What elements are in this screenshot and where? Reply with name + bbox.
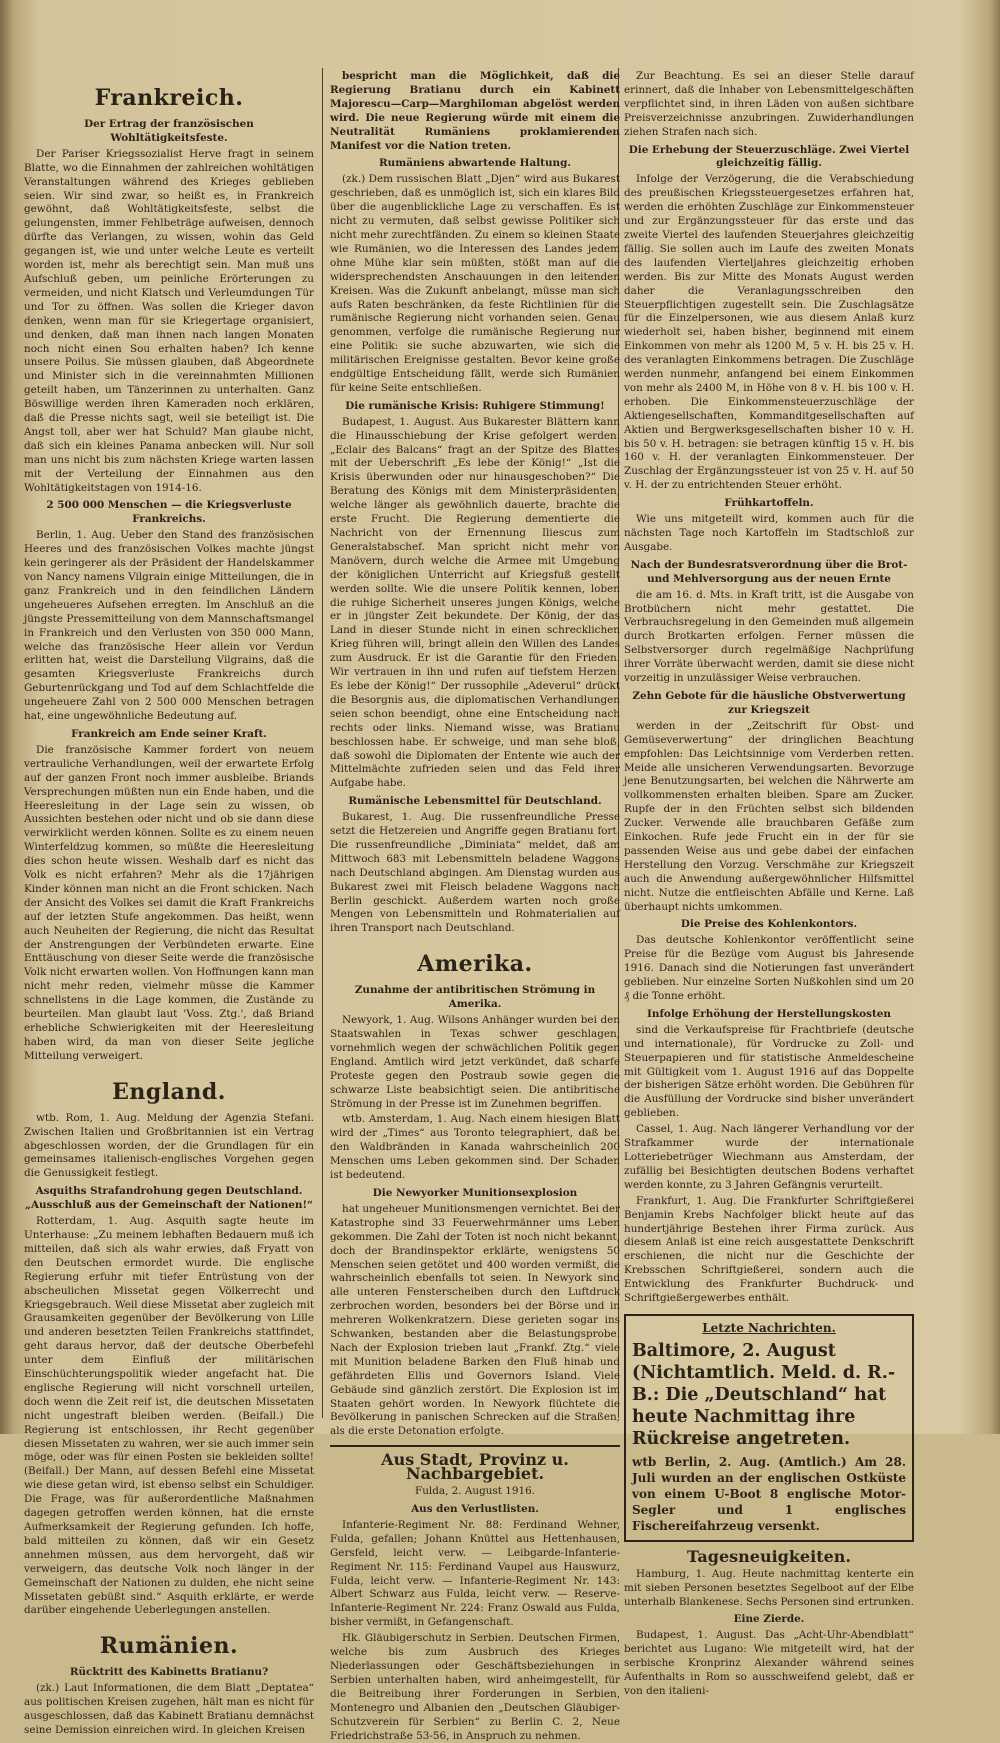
subheading: Nach der Bundesratsverordnung über die Brot- und Mehlversorgung aus der neuen Ernte (630, 558, 908, 585)
article-paragraph: werden in der „Zeitschrift für Obst- und Gemüseverwertung“ der dringlichen Beachtung empfohlen: Das Leichtsinnige vom Verderben retten. Meide alle unsicheren Verwendungsarten. Bevorzuge jene Benutzungsarten, bei welchen die Nährwerte am vollkommensten erhalten bleiben. Spare am Zucker. Rupfe der in den Früchten selbst sich bildenden Zucker. Verwende alle brauchbaren Gefäße zum Einkochen. Rufe jede Frucht ein in der für sie passenden Weise aus und gebe dabei der einfachen Herstellung den Vorzug. Verschmähe zur Kriegszeit auch die Anwendung außergewöhnlicher Hilfsmittel nicht. Nutze die entfleischten Abfälle und Kerne. Laß überhaupt nichts umkommen. (624, 719, 914, 913)
subheading: Zunahme der antibritischen Strömung in Amerika. (354, 984, 596, 1011)
heading-rumaenien: Rumänien. (99, 1633, 239, 1660)
subheading: Rumänische Lebensmittel für Deutschland. (348, 795, 602, 808)
last-news-item: wtb Berlin, 2. Aug. (Amtlich.) Am 28. Juli wurden an der englischen Ostküste von einem U-Boot 8 englische Motor-Segler und 1 englisches Fischereifahrzeug versenkt. (632, 1454, 906, 1533)
article-paragraph: sind die Verkaufspreise für Frachtbriefe (deutsche und internationale), für Vordrucke zu Zoll- und Steuerpapieren und für statistische Anmeldescheine mit Gültigkeit vom 1. August 1916 auf das Doppelte der bisherigen Sätze erhöht worden. Die Gebühren für die Ausfüllung der Vordrucke sind bisher unverändert geblieben. (624, 1023, 914, 1120)
heading-tagesneuigkeiten: Tagesneuigkeiten. (687, 1546, 851, 1566)
subheading: Frühkartoffeln. (724, 497, 814, 510)
subheading: Frankreich am Ende seiner Kraft. (71, 727, 267, 740)
article-paragraph: Berlin, 1. Aug. Ueber den Stand des französischen Heeres und des französischen Volkes machte jüngst kein geringerer als der Präsident der Handelskammer von Nancy namens Vilgrain einige Mitteilungen, die in ganz Frankreich und in den feindlichen Ländern ungeheueres Aufsehen erregten. Im Anschluß an die jüngste Pressemitteilung von dem Mannschaftsmangel in Frankreich und den Verlusten von 350 000 Mann, welche das französische Heer allein vor Verdun erlitten hat, weist die Darstellung Vilgrains, daß die gesamten Kriegsverluste Frankreichs durch Geburtenrückgang und Tod auf dem Schlachtfelde die ungeheuere Zahl von 2 500 000 Menschen betragen hat, eine ungewöhnliche Bedeutung auf. (24, 529, 314, 723)
article-paragraph: wtb. Rom, 1. Aug. Meldung der Agenzia Stefani. Zwischen Italien und Großbritannien ist ein Vertrag abgeschlossen worden, der die Grundlagen für ein gemeinsames italienisch-englisches Vorgehen gegen die Genussigkeit festlegt. (24, 1111, 314, 1180)
article-paragraph: bespricht man die Möglichkeit, daß die Regierung Bratianu durch ein Kabinett Majorescu—Carp—Marghiloman abgelöst werden wird. Die neue Regierung würde mit einem die Neutralität Rumäniens proklamierenden Manifest vor die Nation treten. (330, 70, 620, 152)
column-middle (330, 70, 620, 1742)
article-paragraph: Wie uns mitgeteilt wird, kommen auch für die nächsten Tage noch Kartoffeln im Stadtschloß zur Ausgabe. (624, 513, 914, 553)
dateline: Fulda, 2. August 1916. (415, 1485, 535, 1498)
subheading: Die Erhebung der Steuerzuschläge. Zwei Viertel gleichzeitig fällig. (628, 143, 910, 170)
subheading: Aus den Verlustlisten. (411, 1503, 539, 1515)
article-paragraph: Rotterdam, 1. Aug. Asquith sagte heute im Unterhause: „Zu meinem lebhaften Bedauern muß ich mitteilen, daß sich als wahr erwies, daß Fryatt von den Deutschen ermordet wurde. Die englische Regierung erfuhr mit tiefer Entrüstung von der abscheulichen Missetat gegen Völkerrecht und Kriegsgebrauch. Weil diese Missetat aber zugleich mit Grausamkeiten gegenüber der Bevölkerung von Lille und anderen besetzten Teilen Frankreichs stattfindet, geht daraus hervor, daß der deutsche Oberbefehl unter dem Einfluß der militärischen Einschüchterungspolitik wieder angefacht hat. Die englische Regierung will nicht vorschnell urteilen, doch wenn die Zeit reif ist, die deutschen Missetaten nicht ungestraft bleiben werden. (Beifall.) Die Regierung ist entschlossen, ihr Recht gegenüber diesen Missetaten zu wahren, wer sie auch immer sein möge, oder was für einen Posten sie bekleiden sollte! (Beifall.) Der Mann, auf dessen Befehl eine Missetat wie diese getan wird, ist ebenso selbst ein Schuldiger. Die Frage, was für außerordentliche Maßnahmen dagegen getroffen werden können, hat die ernste Aufmerksamkeit der Regierung gefunden. Ich hoffe, bald mitteilen zu können, daß wir ein Gesetz annehmen müssen, aus dem hervorgeht, daß wir verweigern, das deutsche Volk noch länger in der Gemeinschaft der Nationen zu dulden, ehe nicht seine Missetaten gebüßt sind.“ Asquith erklärte, er werde darüber eingehende Ueberlegungen anstellen. (24, 1215, 314, 1617)
article-paragraph: Hk. Gläubigerschutz in Serbien. Deutschen Firmen, welche bis zum Ausbruch des Krieges Niederlassungen oder Geschäftsbeziehungen in Serbien unterhalten haben, wird anheimgestellt, für die Beitreibung ihrer Forderungen in Serbien, Montenegro und Albanien den „Deutschen Gläubiger-Schutzverein für Serbien“ zu Berlin C. 2, Neue Friedrichstraße 53-56, in Anspruch zu nehmen. (330, 1632, 620, 1742)
article-paragraph: Budapest, 1. August. Aus Bukarester Blättern kann die Hinausschiebung der Krise gefolgert werden. „Eclair des Balcans“ fragt an der Spitze des Blattes mit der Ueberschrift „Es lebe der König!“ „Ist die Krisis überwunden oder nur hinausgeschoben?“ Die Beratung des Königs mit dem Ministerpräsidenten, welche länger als gewöhnlich dauerte, brachte die erste Frucht. Die Regierung dementierte die Nachricht von der Ernennung Iliescus zum Generalstabschef. Man spricht nicht mehr von Manövern, durch welche die Armee mit Umgebung der königlichen Unterricht auf Kriegsfuß gestellt werden sollte. Wie die unsere Politik kennen, loben die ruhige Sicherheit unseres jungen Königs, welche er in jüngster Zeit bekundete. Der König, der das Land in dieser Stunde nicht in einen schrecklichen Krieg führen will, bringt allein den Willen des Landes zum Ausdruck. Er ist die Garantie für den Frieden. Wir vertrauen in ihn und rufen auf tiefstem Herzen: Es lebe der König!“ Der russophile „Adeverul“ drückt die Besorgnis aus, die diplomatischen Verhandlungen seien schon beendigt, ohne eine Entscheidung nach rechts oder links. Niemand wisse, was Bratianu beschlossen habe. Er schweige, und man sehe bloß, daß sowohl die Diplomaten der Entente wie auch der Mittelmächte zufrieden seien und das Feld ihrer Aufgabe habe. (330, 415, 620, 790)
article-paragraph: Das deutsche Kohlenkontor veröffentlicht seine Preise für die Bezüge vom August bis Jahresende 1916. Danach sind die Notierungen fast unverändert geblieben. Nur einzelne Sorten Nußkohlen sind um 20 ₰ die Tonne erhöht. (624, 934, 914, 1002)
column-rule (322, 68, 323, 1418)
heading-amerika: Amerika. (417, 951, 533, 978)
subheading: Asquiths Strafandrohung gegen Deutschland. „Ausschluß aus der Gemeinschaft der Nationen!“ (25, 1185, 313, 1212)
article-paragraph: Infolge der Verzögerung, die die Verabschiedung des preußischen Kriegssteuergesetzes erfahren hat, werden die erhöhten Zuschläge zur Einkommensteuer und zur Ergänzungssteuer für das erste und das zweite Viertel des laufenden Steuerjahres gleichzeitig fällig. Sie sollen auch im Laufe des zweiten Monats des laufenden Vierteljahres gleichzeitig erhoben werden. Bis zur Mitte des Monats August werden daher die Veranlagungsschreiben den Steuerpflichtigen zugestellt sein. Die Zuschlagsätze für die Einzelpersonen, wie aus diesem Anlaß kurz wiederholt sei, haben bisher, beginnend mit einem Einkommen von mehr als 1200 M, 5 v. H. bis 25 v. H. des veranlagten Einkommens betragen. Die Zuschläge werden nunmehr, anfangend bei einem Einkommen von mehr als 2400 M, in Höhe von 8 v. H. bis 100 v. H. erhoben. Die Einkommensteuerzuschläge der Aktiengesellschaften, Kommanditgesellschaften auf Aktien und Bergwerksgesellschaften bisher 10 v. H. bis 50 v. H. betragen: sie betragen künftig 15 v. H. bis 160 v. H. der veranlagten Einkommensteuer. Der Zuschlag der Ergänzungssteuer ist von 25 v. H. auf 50 v. H. der zu entrichtenden Steuer erhöht. (624, 173, 914, 492)
article-paragraph: (zk.) Dem russischen Blatt „Djen“ wird aus Bukarest geschrieben, daß es unmöglich ist, sich ein klares Bild über die augenblickliche Lage zu verschaffen. Es ist nicht zu vermuten, daß selbst gewisse Politiker sich nicht mehr zurechtfänden. Zu einem so kleinen Staate wie Rumänien, wo die Interessen des Landes jedem ohne Mühe klar sein müßten, stößt man auf die widersprechendsten Anschauungen in den leitenden Kreisen. Was die Zukunft anbelangt, müsse man sich aufs Raten beschränken, da feste Richtlinien für die rumänische Regierung nicht vorhanden seien. Genau genommen, verfolge die rumänische Regierung nur eine Politik: sie suche abzuwarten, wie sich die militärischen Ereignisse gestalten. Bevor keine große endgültige Entscheidung fällt, werde sich Rumänien für keine Seite entschließen. (330, 173, 620, 394)
subheading: Rumäniens abwartende Haltung. (379, 157, 571, 170)
subheading: Infolge Erhöhung der Herstellungskosten (647, 1007, 891, 1020)
article-paragraph: (zk.) Laut Informationen, die dem Blatt „Deptatea“ aus politischen Kreisen zugehen, hält man es nicht für ausgeschlossen, daß das Kabinett Bratianu demnächst seine Demission einreichen wird. In gleichen Kreisen (24, 1682, 314, 1736)
article-paragraph: Die französische Kammer fordert von neuem vertrauliche Verhandlungen, weil der erwartete Erfolg auf der ganzen Front noch immer ausbleibe. Briands Versprechungen müßten nun ein Ende haben, und die Heeresleitung in der Lage sein zu wissen, ob Aussichten bestehen oder nicht und ob sie dann diese verwirklicht werden können. Sollte es zu einem neuen Winterfeldzug kommen, so müßte die Heeresleitung dies schon heute wissen. Weshalb darf es nicht das Volk es nicht erfahren? Mehr als die 17jährigen Kinder können man nicht an die Front schicken. Nach der Ansicht des Volkes sei damit die Kraft Frankreichs auf der letzten Stufe angekommen. Das heißt, wenn auch Neuheiten der Regierung, die nicht das Resultat der Anstrengungen der Verbündeten erwarte. Eine Enttäuschung von dieser Seite werde die französische Volk nicht erwarten wollen. Von Hoffnungen kann man nicht mehr reden, vielmehr müsse die Kammer schnellstens in die Lage kommen, die Zustände zu beurteilen. Man glaubt laut 'Voss. Ztg.', daß Briand erhebliche Schwierigkeiten mit der Heeresleitung haben wird, da man von dieser Seite jegliche Mitteilung verweigert. (24, 743, 314, 1062)
subheading: Die Preise des Kohlenkontors. (680, 918, 858, 931)
article-paragraph: Bukarest, 1. Aug. Die russenfreundliche Presse setzt die Hetzereien und Angriffe gegen Bratianu fort. Die russenfreundliche „Diminiata“ meldet, daß am Mittwoch 683 mit Lebensmitteln beladene Waggons nach Deutschland abgingen. Am Dienstag wurden aus Bukarest zwei mit Fleisch beladene Waggons nach Berlin geschickt. Außerdem warten noch große Mengen von Lebensmitteln und Rohmaterialien auf ihren Transport nach Deutschland. (330, 811, 620, 935)
article-paragraph: Der Pariser Kriegssozialist Herve fragt in seinem Blatte, wo die Einnahmen der zahlreichen wohltätigen Veranstaltungen während des Krieges geblieben seien. Wir sind zwar, so heißt es, in Frankreich gewöhnt, daß Wohltätigkeitsfeste, selbst die gelungensten, immer Fehlbeträge aufweisen, dennoch dürfte das Verlangen, zu wissen, wohin das Geld gegangen ist, wie und unter welche Leute es verteilt worden ist, mehr als berechtigt sein. Man muß uns Aufschluß geben, um peinliche Erörterungen zu vermeiden, und nicht Klatsch und Verleumdungen Tür und Tor zu öffnen. Was sollen die Krieger davon denken, wenn man für sie Kriegertage organisiert, und denken, daß man ihnen nach langen Monaten noch nicht einen Sou erhalten haben? Ich kenne unsere Poilus. Sie müssen glauben, daß Abgeordnete und Minister sich in die vereinnahmten Millionen geteilt haben, um Tänzerinnen zu unterhalten. Ganz Böswillige werden ihren Kameraden noch erklären, daß die Presse nichts sagt, weil sie beteiligt ist. Die Angst toll, aber wer hat Schuld? Man glaube nicht, daß sich ein kleines Panama anbecken will. Nur soll man uns nicht bis zum nächsten Kriege warten lassen mit der Verteilung der Einnahmen aus den Wohltätigkeitstagen von 1914-16. (24, 147, 314, 494)
subheading: Die Newyorker Munitionsexplosion (372, 1186, 578, 1199)
article-paragraph: hat ungeheuer Munitionsmengen vernichtet. Bei der Katastrophe sind 33 Feuerwehrmänner ums Leben gekommen. Die Zahl der Toten ist noch nicht bekannt, doch der Brandinspektor erklärte, wenigstens 50 Menschen seien getötet und 400 worden vermißt, die wahrscheinlich ebenfalls tot seien. In Newyork sind alle unteren Fensterscheiben durch den Luftdruck zerbrochen worden, besonders bei der Börse und in mehreren Wolkenkratzern. Diese gerieten sogar ins Schwanken, bestanden aber die Belastungsprobe. Nach der Explosion trieben laut „Frankf. Ztg.“ viele mit Munition beladene Barken den Fluß hinab und gefährdeten Ellis und Governors Island. Viele Gebäude sind gänzlich zerstört. Die Explosion ist im Staaten gehört worden. In Newyork flüchtete die Bevölkerung in panischen Schrecken auf die Straßen, als die erste Detonation erfolgte. (330, 1202, 620, 1438)
article-paragraph: Newyork, 1. Aug. Wilsons Anhänger wurden bei den Staatswahlen in Texas schwer geschlagen, vornehmlich wegen der schwächlichen Politik gegen England. Amtlich wird jetzt verkündet, daß scharfe Proteste gegen den Postraub sowie gegen die schwarze Liste beabsichtigt seien. Die antibritische Strömung in der Presse ist im Zunehmen begriffen. (330, 1014, 620, 1110)
subheading: Rücktritt des Kabinetts Bratianu? (69, 1666, 269, 1679)
subheading: Der Ertrag der französischen Wohltätigkeitsfeste. (84, 118, 254, 144)
article-paragraph: wtb. Amsterdam, 1. Aug. Nach einem hiesigen Blatt wird der „Times“ aus Toronto telegraphiert, daß bei den Waldbränden in Kanada wahrscheinlich 200 Menschen ums Leben gekommen sind. Der Schaden ist bedeutend. (330, 1113, 620, 1182)
subheading: Die rumänische Krisis: Ruhigere Stimmung! (345, 399, 605, 412)
article-paragraph: Cassel, 1. Aug. Nach längerer Verhandlung vor der Strafkammer wurde der internationale Lotteriebetrüger Wiechmann aus Amsterdam, der zufällig bei Besichtigten deutschen Bodens verhaftet werden konnte, zu 3 Jahren Gefängnis verurteilt. (624, 1123, 914, 1191)
article-paragraph: Frankfurt, 1. Aug. Die Frankfurter Schriftgießerei Benjamin Krebs Nachfolger blickt heute auf das hundertjährige Bestehen ihrer Firma zurück. Aus diesem Anlaß ist eine reich ausgestattete Denkschrift erschienen, die nicht nur die Geschichte der Krebsschen Schriftgießerei, sondern auch die Entwicklung des Frankfurter Buchdruck- und Schriftgießergewerbes enthält. (624, 1194, 914, 1305)
heading-frankreich: Frankreich. (94, 85, 244, 111)
heading-stadt-provinz: Aus Stadt, Provinz u. Nachbargebiet. (381, 1450, 569, 1484)
last-news-box (624, 1314, 914, 1542)
column-right (624, 70, 914, 1697)
article-paragraph: Infanterie-Regiment Nr. 88: Ferdinand Wehner, Fulda, gefallen; Johann Knüttel aus Hettenhausen, Gersfeld, leicht verw. — Leibgarde-Infanterie-Regiment Nr. 115: Ferdinand Vaupel aus Hauswurz, Fulda, leicht verw. — Infanterie-Regiment Nr. 143: Albert Schwarz aus Fulda, leicht verw. — Reserve-Infanterie-Regiment Nr. 224: Franz Oswald aus Fulda, bisher vermißt, in Gefangenschaft. (330, 1518, 620, 1629)
article-paragraph: die am 16. d. Mts. in Kraft tritt, ist die Ausgabe von Brotbüchern nicht mehr gestattet. Die Verbrauchsregelung in den Gemeinden muß allgemein durch Brotkarten erfolgen. Ferner müssen die Selbstversorger durch regelmäßige Nachprüfung ihrer Vorräte überwacht werden, damit sie diese nicht vorzeitig in unzulässiger Weise verbrauchen. (624, 588, 914, 685)
article-paragraph: Hamburg, 1. Aug. Heute nachmittag kenterte ein mit sieben Personen besetztes Segelboot auf der Elbe unterhalb Blankenese. Sechs Personen sind ertrunken. (624, 1567, 914, 1608)
column-left (24, 70, 314, 1736)
last-news-headline: Baltimore, 2. August (Nichtamtlich. Meld. d. R.-B.: Die „Deutschland“ hat heute Nachmittag ihre Rückreise angetreten. (632, 1340, 896, 1449)
article-paragraph: Zur Beachtung. Es sei an dieser Stelle darauf erinnert, daß die Inhaber von Lebensmittelgeschäften verpflichtet sind, in ihren Läden von außen sichtbare Preisverzeichnisse anzubringen. Zuwiderhandlungen ziehen Strafen nach sich. (624, 70, 914, 138)
section-divider (330, 1445, 620, 1447)
subheading: 2 500 000 Menschen — die Kriegsverluste Frankreichs. (46, 499, 292, 526)
heading-england: England. (112, 1078, 226, 1105)
last-news-title: Letzte Nachrichten. (702, 1320, 836, 1335)
subheading: Zehn Gebote für die häusliche Obstverwertung zur Kriegszeit (632, 689, 906, 716)
subheading: Eine Zierde. (733, 1613, 805, 1626)
article-paragraph: Budapest, 1. August. Das „Acht-Uhr-Abendblatt“ berichtet aus Lugano: Wie mitgeteilt wird, hat der serbische Kronprinz Alexander während seines Aufenthalts in Rom so ausschweifend gelebt, daß er von den italieni- (624, 1629, 914, 1697)
